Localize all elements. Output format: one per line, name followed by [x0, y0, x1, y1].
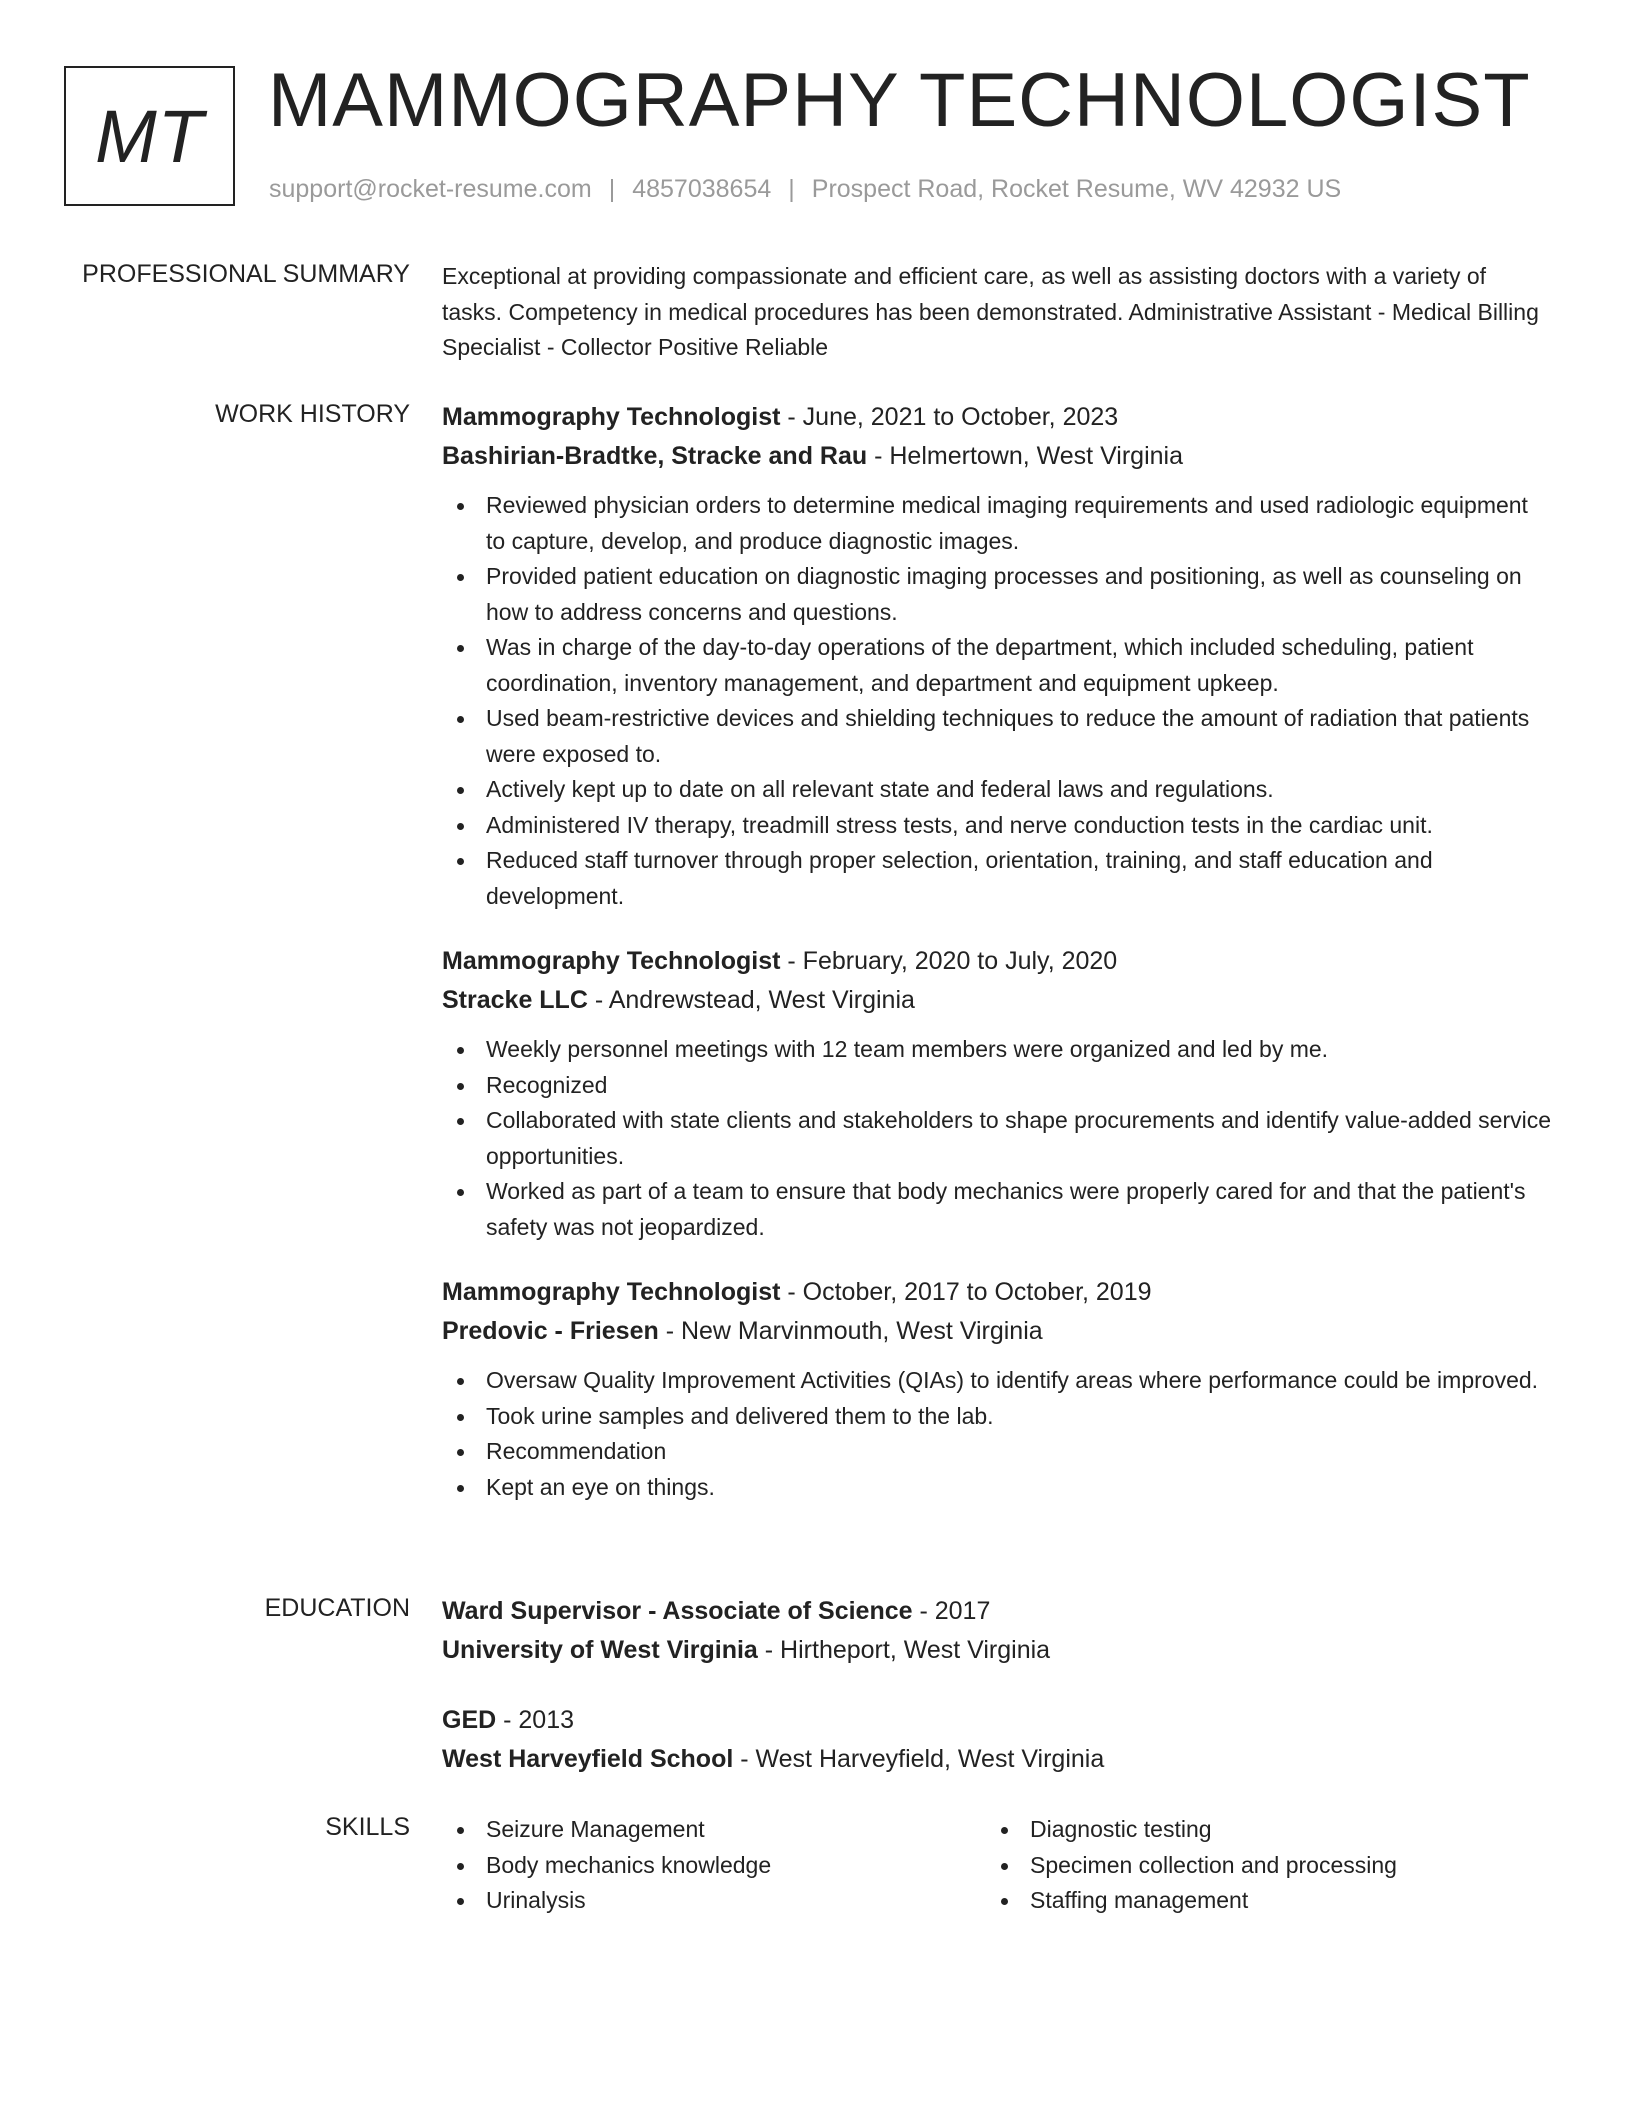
- job-location: - Helmertown, West Virginia: [867, 441, 1184, 470]
- education-year: - 2017: [912, 1597, 991, 1625]
- education-entry: [442, 1592, 1552, 1669]
- job-dates: - February, 2020 to July, 2020: [780, 947, 1118, 975]
- job-bullet: Weekly personnel meetings with 12 team members were organized and led by me.: [442, 1032, 1552, 1068]
- education-school: West Harveyfield School: [442, 1744, 734, 1773]
- job-bullet: Reviewed physician orders to determine medical imaging requirements and used radiologic equipment to capture, develop, and produce diagnostic images.: [442, 488, 1552, 559]
- education-degree: Ward Supervisor - Associate of Science: [442, 1597, 913, 1625]
- education-entry: [442, 1701, 1552, 1778]
- monogram-initials: MT: [95, 94, 204, 178]
- job-bullet: Was in charge of the day-to-day operations of the department, which included scheduling, patient coordination, inventory management, and department and equipment upkeep.: [442, 630, 1552, 701]
- education-school-line: [442, 1631, 1552, 1670]
- education-location: - Hirtheport, West Virginia: [757, 1635, 1051, 1664]
- education-year: - 2013: [496, 1706, 575, 1734]
- education-degree-line: [442, 1592, 1552, 1631]
- job-entry: [442, 942, 1552, 1245]
- skills-list-right: [986, 1812, 1530, 1919]
- job-entry: [442, 398, 1552, 914]
- contact-separator: |: [608, 175, 616, 203]
- job-bullet: Collaborated with state clients and stakeholders to shape procurements and identify value-added service opportunities.: [442, 1103, 1552, 1174]
- skill-item: Seizure Management: [442, 1812, 986, 1848]
- job-location: - New Marvinmouth, West Virginia: [658, 1316, 1043, 1345]
- skills-list-left: [442, 1812, 986, 1919]
- job-bullets: [442, 488, 1552, 914]
- education-degree-line: [442, 1701, 1552, 1740]
- job-company-line: [442, 981, 1552, 1020]
- skills-grid: [442, 1812, 1552, 1919]
- job-company: Bashirian-Bradtke, Stracke and Rau: [442, 441, 868, 470]
- job-bullet: Reduced staff turnover through proper selection, orientation, training, and staff education and development.: [442, 843, 1552, 914]
- skill-item: Specimen collection and processing: [986, 1848, 1530, 1884]
- education-school: University of West Virginia: [442, 1635, 758, 1664]
- job-bullet: Administered IV therapy, treadmill stress tests, and nerve conduction tests in the cardiac unit.: [442, 808, 1552, 844]
- resume-title: MAMMOGRAPHY TECHNOLOGIST: [268, 58, 1531, 143]
- skill-item: Staffing management: [986, 1883, 1530, 1919]
- job-bullet: Provided patient education on diagnostic imaging processes and positioning, as well as counseling on how to address concerns and questions.: [442, 559, 1552, 630]
- job-bullet: Oversaw Quality Improvement Activities (QIAs) to identify areas where performance could be improved.: [442, 1363, 1552, 1399]
- education-school-line: [442, 1740, 1552, 1779]
- job-title: Mammography Technologist: [442, 403, 781, 431]
- job-title: Mammography Technologist: [442, 947, 781, 975]
- job-title-line: [442, 942, 1552, 981]
- job-bullet: Used beam-restrictive devices and shielding techniques to reduce the amount of radiation that patients were exposed to.: [442, 701, 1552, 772]
- section-heading-skills: SKILLS: [325, 1813, 410, 1841]
- contact-email[interactable]: support@rocket-resume.com: [269, 175, 592, 203]
- job-dates: - October, 2017 to October, 2019: [780, 1278, 1152, 1306]
- section-heading-education: EDUCATION: [264, 1594, 410, 1622]
- job-title: Mammography Technologist: [442, 1278, 781, 1306]
- skill-item: Body mechanics knowledge: [442, 1848, 986, 1884]
- job-title-line: [442, 1273, 1552, 1312]
- job-location: - Andrewstead, West Virginia: [587, 985, 915, 1014]
- job-dates: - June, 2021 to October, 2023: [780, 403, 1119, 431]
- education-location: - West Harveyfield, West Virginia: [733, 1744, 1105, 1773]
- job-title-line: [442, 398, 1552, 437]
- summary-text: Exceptional at providing compassionate and efficient care, as well as assisting doctors with a variety of tasks. Competency in medical procedures has been demonstrated. Administrative Assistant - Medical Billing Specialist - Collector Positive Reliable: [442, 263, 1539, 360]
- job-bullets: [442, 1032, 1552, 1245]
- contact-separator: |: [788, 175, 795, 203]
- section-heading-work-history: WORK HISTORY: [215, 400, 410, 428]
- monogram-box: [64, 66, 235, 206]
- education-degree: GED: [442, 1706, 497, 1734]
- skill-item: Urinalysis: [442, 1883, 986, 1919]
- job-bullet: Actively kept up to date on all relevant state and federal laws and regulations.: [442, 772, 1552, 808]
- job-bullet: Worked as part of a team to ensure that body mechanics were properly cared for and that the patient's safety was not jeopardized.: [442, 1174, 1552, 1245]
- job-company-line: [442, 437, 1552, 476]
- job-company-line: [442, 1312, 1552, 1351]
- job-entry: [442, 1273, 1552, 1505]
- job-bullet: Recognized: [442, 1068, 1552, 1104]
- contact-address: Prospect Road, Rocket Resume, WV 42932 US: [811, 175, 1342, 203]
- job-bullets: [442, 1363, 1552, 1505]
- job-bullet: Recommendation: [442, 1434, 1552, 1470]
- contact-line: [269, 174, 1341, 204]
- contact-phone[interactable]: 4857038654: [632, 175, 772, 203]
- skill-item: Diagnostic testing: [986, 1812, 1530, 1848]
- job-company: Predovic - Friesen: [442, 1316, 659, 1345]
- job-bullet: Kept an eye on things.: [442, 1470, 1552, 1506]
- job-company: Stracke LLC: [442, 985, 588, 1014]
- job-bullet: Took urine samples and delivered them to the lab.: [442, 1399, 1552, 1435]
- section-heading-summary: PROFESSIONAL SUMMARY: [82, 260, 410, 288]
